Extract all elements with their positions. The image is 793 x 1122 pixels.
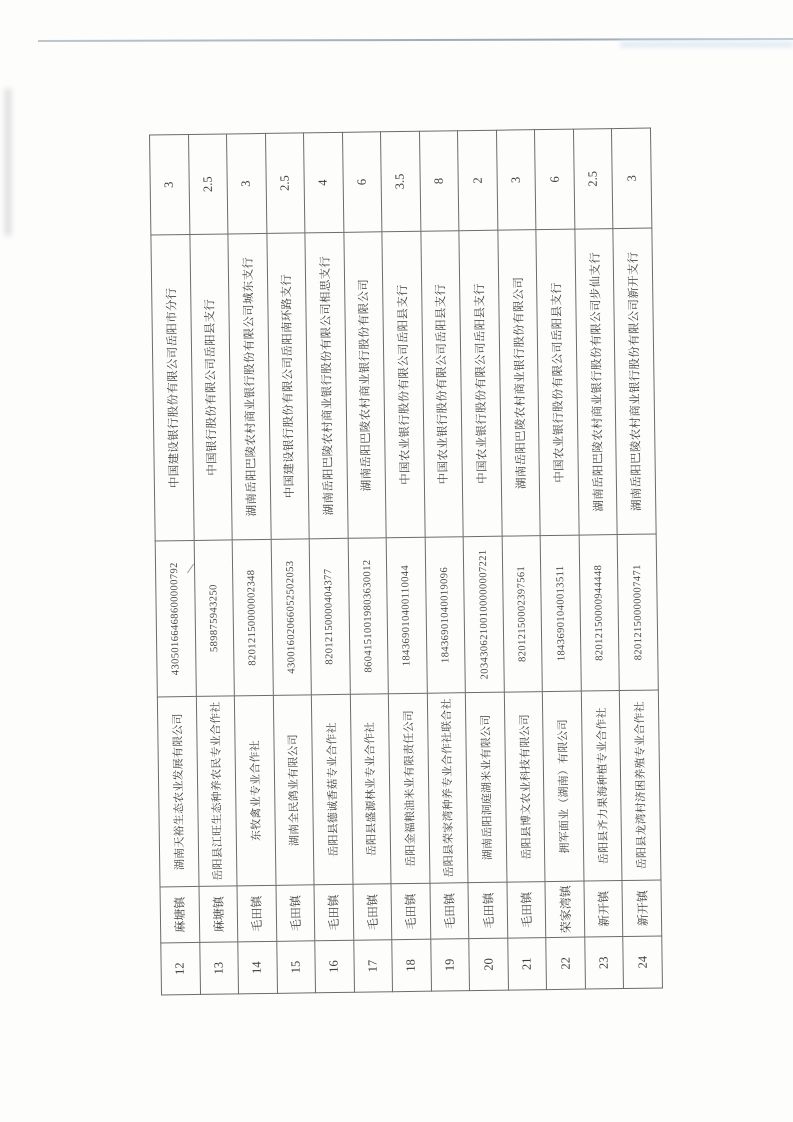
cell-company: 拥军面业（湖南）有限公司	[542, 691, 583, 882]
cell-bank: 中国农业银行股份有限公司岳阳县支行	[382, 231, 425, 538]
cell-no: 13	[199, 941, 238, 994]
cell-code: 82012150002397561	[501, 535, 542, 692]
cell-no: 24	[623, 935, 662, 988]
cell-code: 18436901040019096	[424, 536, 465, 693]
cell-town: 毛田镇	[314, 884, 353, 941]
cell-amount: 8	[419, 130, 459, 231]
cell-no: 21	[507, 937, 546, 990]
cell-company: 岳阳县龙湾村济困养殖专业合作社	[619, 689, 660, 880]
cell-no: 23	[584, 936, 623, 989]
cell-town: 麻塘镇	[160, 886, 199, 943]
cell-company: 岳阳县江旺生态种养农民专业合作社	[195, 695, 236, 886]
table-body	[149, 128, 662, 995]
cell-amount: 2.5	[265, 132, 305, 233]
cell-amount: 2.5	[188, 133, 228, 234]
cell-no: 16	[314, 940, 353, 993]
cell-town: 毛田镇	[468, 882, 507, 939]
cell-code: 82012150000944448	[578, 534, 619, 691]
cell-town: 毛田镇	[275, 884, 314, 941]
cell-bank: 中国建设银行股份有限公司岳阳市分行	[150, 234, 193, 541]
cell-town: 毛田镇	[237, 885, 276, 942]
cell-company: 岳阳县荣家湾种养专业合作社联合社	[427, 692, 468, 883]
cell-company: 岳阳县盛源林业专业合作社	[349, 693, 390, 884]
cell-amount: 4	[303, 132, 343, 233]
cell-bank: 湖南岳阳巴陵农村商业银行股份有限公司	[497, 229, 540, 536]
cell-code: 43050166468600000792	[155, 540, 196, 697]
cell-company: 岳阳县德诚香菇专业合作社	[311, 694, 352, 885]
cell-town: 麻塘镇	[198, 885, 237, 942]
cell-no: 14	[237, 941, 276, 994]
cell-company: 湖南天裕生态农业发展有限公司	[157, 696, 198, 887]
cell-town: 毛田镇	[429, 882, 468, 939]
cell-amount: 3	[226, 133, 266, 234]
cell-amount: 3	[611, 128, 651, 229]
scanline-wash-artifact	[620, 41, 793, 48]
cell-town: 新开镇	[622, 879, 661, 936]
cell-code: 86041510019803630012	[347, 537, 388, 694]
cell-amount: 6	[342, 131, 382, 232]
cell-bank: 中国银行股份有限公司岳阳县支行	[189, 233, 232, 540]
cell-company: 湖南岳阳洞庭湖米业有限公司	[465, 692, 506, 883]
cell-town: 毛田镇	[391, 883, 430, 940]
cell-no: 17	[353, 939, 392, 992]
cell-bank: 湖南岳阳巴陵农村商业银行股份有限公司步仙支行	[574, 228, 617, 535]
rotated-table-container	[149, 128, 663, 995]
cell-town: 毛田镇	[352, 883, 391, 940]
cell-no: 22	[546, 937, 585, 990]
cell-no: 15	[276, 940, 315, 993]
cell-no: 18	[391, 939, 430, 992]
cell-amount: 2.5	[573, 128, 613, 229]
cell-bank: 湖南岳阳巴陵农村商业银行股份有限公司城东支行	[227, 233, 270, 540]
cell-bank: 湖南岳阳巴陵农村商业银行股份有限公司新开支行	[613, 228, 656, 535]
cell-bank: 湖南岳阳巴陵农村商业银行股份有限公司	[343, 231, 386, 538]
cell-bank: 中国农业银行股份有限公司岳阳县支行	[459, 230, 502, 537]
cell-company: 东牧禽业专业合作社	[234, 695, 275, 886]
cell-company: 岳阳县齐力果海种植专业合作社	[581, 690, 622, 881]
cell-company: 湖南全民鸽业有限公司	[272, 694, 313, 885]
scan-table	[149, 127, 663, 995]
cell-code: 184369010400110044	[386, 537, 427, 694]
cell-company: 岳阳金福粮油米业有限责任公司	[388, 693, 429, 884]
cell-amount: 3.5	[380, 131, 420, 232]
cell-town: 毛田镇	[506, 881, 545, 938]
cell-no: 12	[160, 942, 199, 995]
cell-code: 20343062100100000007221	[463, 536, 504, 693]
cell-no: 20	[469, 938, 508, 991]
cell-code: 589875943250	[193, 539, 234, 696]
cell-code: 18436901040013511	[540, 535, 581, 692]
cell-code: 82012150000002348	[232, 539, 273, 696]
cell-code: 43001602066052502053	[270, 538, 311, 695]
cell-town: 新开镇	[583, 880, 622, 937]
cell-amount: 3	[496, 129, 536, 230]
cell-amount: 6	[534, 129, 574, 230]
cell-bank: 中国建设银行股份有限公司岳阳南环路支行	[266, 232, 309, 539]
cell-amount: 3	[149, 134, 189, 235]
edge-smudge-artifact	[5, 88, 11, 236]
cell-company: 岳阳县博文农业科技有限公司	[504, 691, 545, 882]
cell-code: 82012150000007471	[617, 534, 658, 691]
cell-amount: 2	[457, 130, 497, 231]
cell-bank: 中国农业银行股份有限公司岳阳县支行	[420, 230, 463, 537]
cell-no: 19	[430, 938, 469, 991]
cell-bank: 中国农业银行股份有限公司岳阳县支行	[536, 229, 579, 536]
cell-bank: 湖南岳阳巴陵农村商业银行股份有限公司相思支行	[305, 232, 348, 539]
cell-code: 82012150000404377	[309, 538, 350, 695]
cell-town: 荣家湾镇	[545, 881, 584, 938]
